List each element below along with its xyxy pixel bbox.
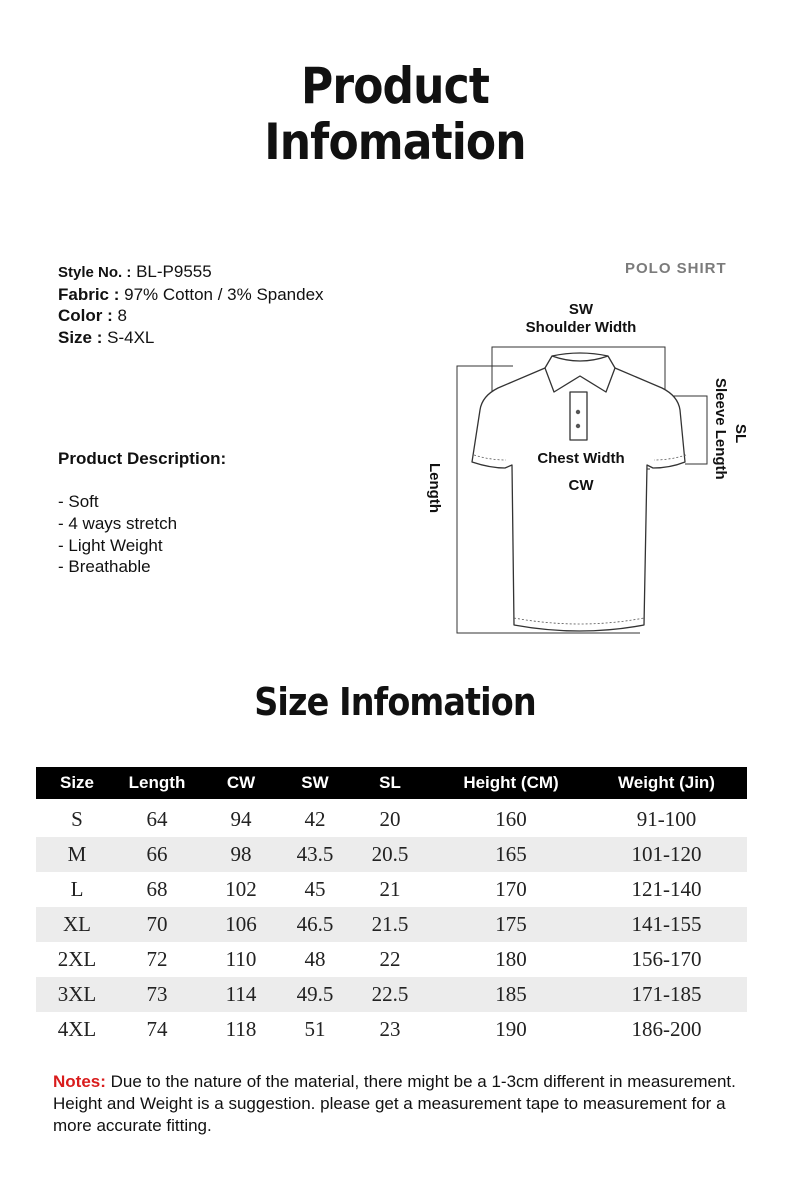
cell-cw: 102 — [225, 877, 257, 901]
cell-sw: 48 — [304, 947, 326, 971]
cell-sl: 20 — [379, 807, 401, 831]
cell-size: 4XL — [57, 1017, 97, 1041]
description-list — [58, 491, 177, 578]
cell-size: 2XL — [57, 947, 97, 971]
cell-sl: 20.5 — [344, 837, 436, 872]
description-item: - Breathable — [58, 557, 151, 577]
page-title-line1: Product — [301, 57, 489, 115]
cell-size: XL — [36, 907, 118, 942]
cell-sw: 42 — [304, 807, 326, 831]
cell-weight: 141-155 — [586, 907, 747, 942]
color-value: 8 — [117, 306, 127, 326]
cell-size: 3XL — [36, 977, 118, 1012]
cell-sw: 51 — [304, 1017, 326, 1041]
cell-length: 66 — [118, 837, 196, 872]
table-row — [36, 837, 747, 872]
fabric-value: 97% Cotton / 3% Spandex — [124, 284, 324, 304]
polo-shirt-label: POLO SHIRT — [625, 260, 727, 277]
table-row — [36, 1012, 747, 1047]
style-value: BL-P9555 — [136, 262, 212, 281]
sl-abbr-label: SL — [732, 424, 749, 444]
cell-weight: 101-120 — [586, 837, 747, 872]
sw-full-label: Shoulder Width — [525, 319, 637, 336]
cell-length: 73 — [118, 977, 196, 1012]
table-row — [36, 907, 747, 942]
sw-abbr-label: SW — [568, 301, 594, 318]
style-label: Style No. : — [58, 264, 132, 281]
cell-size: M — [36, 837, 118, 872]
header-size: Size — [36, 767, 118, 799]
cell-sl: 22 — [379, 947, 401, 971]
header-length: Length — [118, 767, 196, 799]
cell-sl: 23 — [379, 1017, 401, 1041]
cell-size: S — [71, 807, 83, 831]
header-weight: Weight (Jin) — [586, 767, 747, 799]
notes-label: Notes: — [53, 1072, 106, 1091]
cell-height: 185 — [436, 977, 586, 1012]
cell-length: 70 — [118, 907, 196, 942]
cell-height: 165 — [436, 837, 586, 872]
size-row — [58, 327, 324, 349]
fabric-row — [58, 284, 324, 306]
cell-cw: 118 — [225, 1017, 257, 1041]
header-sl: SL — [344, 767, 436, 799]
cell-sw: 46.5 — [286, 907, 344, 942]
cell-cw: 98 — [196, 837, 286, 872]
cell-length: 64 — [146, 807, 168, 831]
cell-sw: 49.5 — [286, 977, 344, 1012]
cell-sl: 21 — [379, 877, 401, 901]
cell-sw: 43.5 — [286, 837, 344, 872]
cell-cw: 94 — [230, 807, 252, 831]
cell-sl: 21.5 — [344, 907, 436, 942]
color-row — [58, 305, 324, 327]
length-label: Length — [426, 463, 443, 513]
cell-cw: 106 — [196, 907, 286, 942]
description-item: - 4 ways stretch — [58, 513, 178, 533]
cell-length: 72 — [146, 947, 168, 971]
header-sw: SW — [286, 767, 344, 799]
size-value: S-4XL — [107, 327, 155, 347]
header-height: Height (CM) — [436, 767, 586, 799]
page-title-line2: Infomation — [264, 113, 526, 171]
product-info — [58, 261, 324, 348]
cell-height: 175 — [436, 907, 586, 942]
notes — [53, 1071, 743, 1137]
header-cw: CW — [196, 767, 286, 799]
table-row — [36, 872, 747, 907]
cell-sw: 45 — [304, 877, 326, 901]
description-item: - Light Weight — [58, 535, 163, 555]
table-row — [36, 802, 747, 837]
description-item: - Soft — [58, 492, 99, 511]
notes-text: Due to the nature of the material, there might be a 1-3cm different in measurement. Height and Weight is a suggestion. please get a measurement tape to measurement for a more accurate fitting. — [53, 1072, 736, 1135]
table-row — [36, 977, 747, 1012]
cw-full-label: Chest Width — [537, 450, 625, 467]
cell-height: 180 — [495, 947, 527, 971]
cell-height: 170 — [495, 877, 527, 901]
fabric-label: Fabric : — [58, 284, 120, 304]
cell-height: 160 — [495, 807, 527, 831]
cell-weight: 156-170 — [631, 947, 702, 971]
table-header-row — [36, 767, 747, 799]
cw-abbr-label: CW — [568, 477, 594, 494]
size-section-title: Size Infomation — [254, 680, 536, 724]
cell-length: 74 — [146, 1017, 168, 1041]
table-row — [36, 942, 747, 977]
cell-weight: 121-140 — [631, 877, 702, 901]
style-row — [58, 261, 324, 284]
cell-weight: 171-185 — [586, 977, 747, 1012]
cell-height: 190 — [495, 1017, 527, 1041]
cell-size: L — [70, 877, 84, 901]
cell-cw: 110 — [225, 947, 257, 971]
cell-weight: 91-100 — [636, 807, 697, 831]
cell-weight: 186-200 — [631, 1017, 702, 1041]
sl-full-label: Sleeve Length — [712, 378, 729, 480]
cell-length: 68 — [146, 877, 168, 901]
size-table — [36, 767, 747, 1047]
cell-cw: 114 — [196, 977, 286, 1012]
size-label: Size : — [58, 327, 103, 347]
description-title: Product Description: — [58, 449, 227, 468]
color-label: Color : — [58, 306, 113, 326]
cell-sl: 22.5 — [344, 977, 436, 1012]
